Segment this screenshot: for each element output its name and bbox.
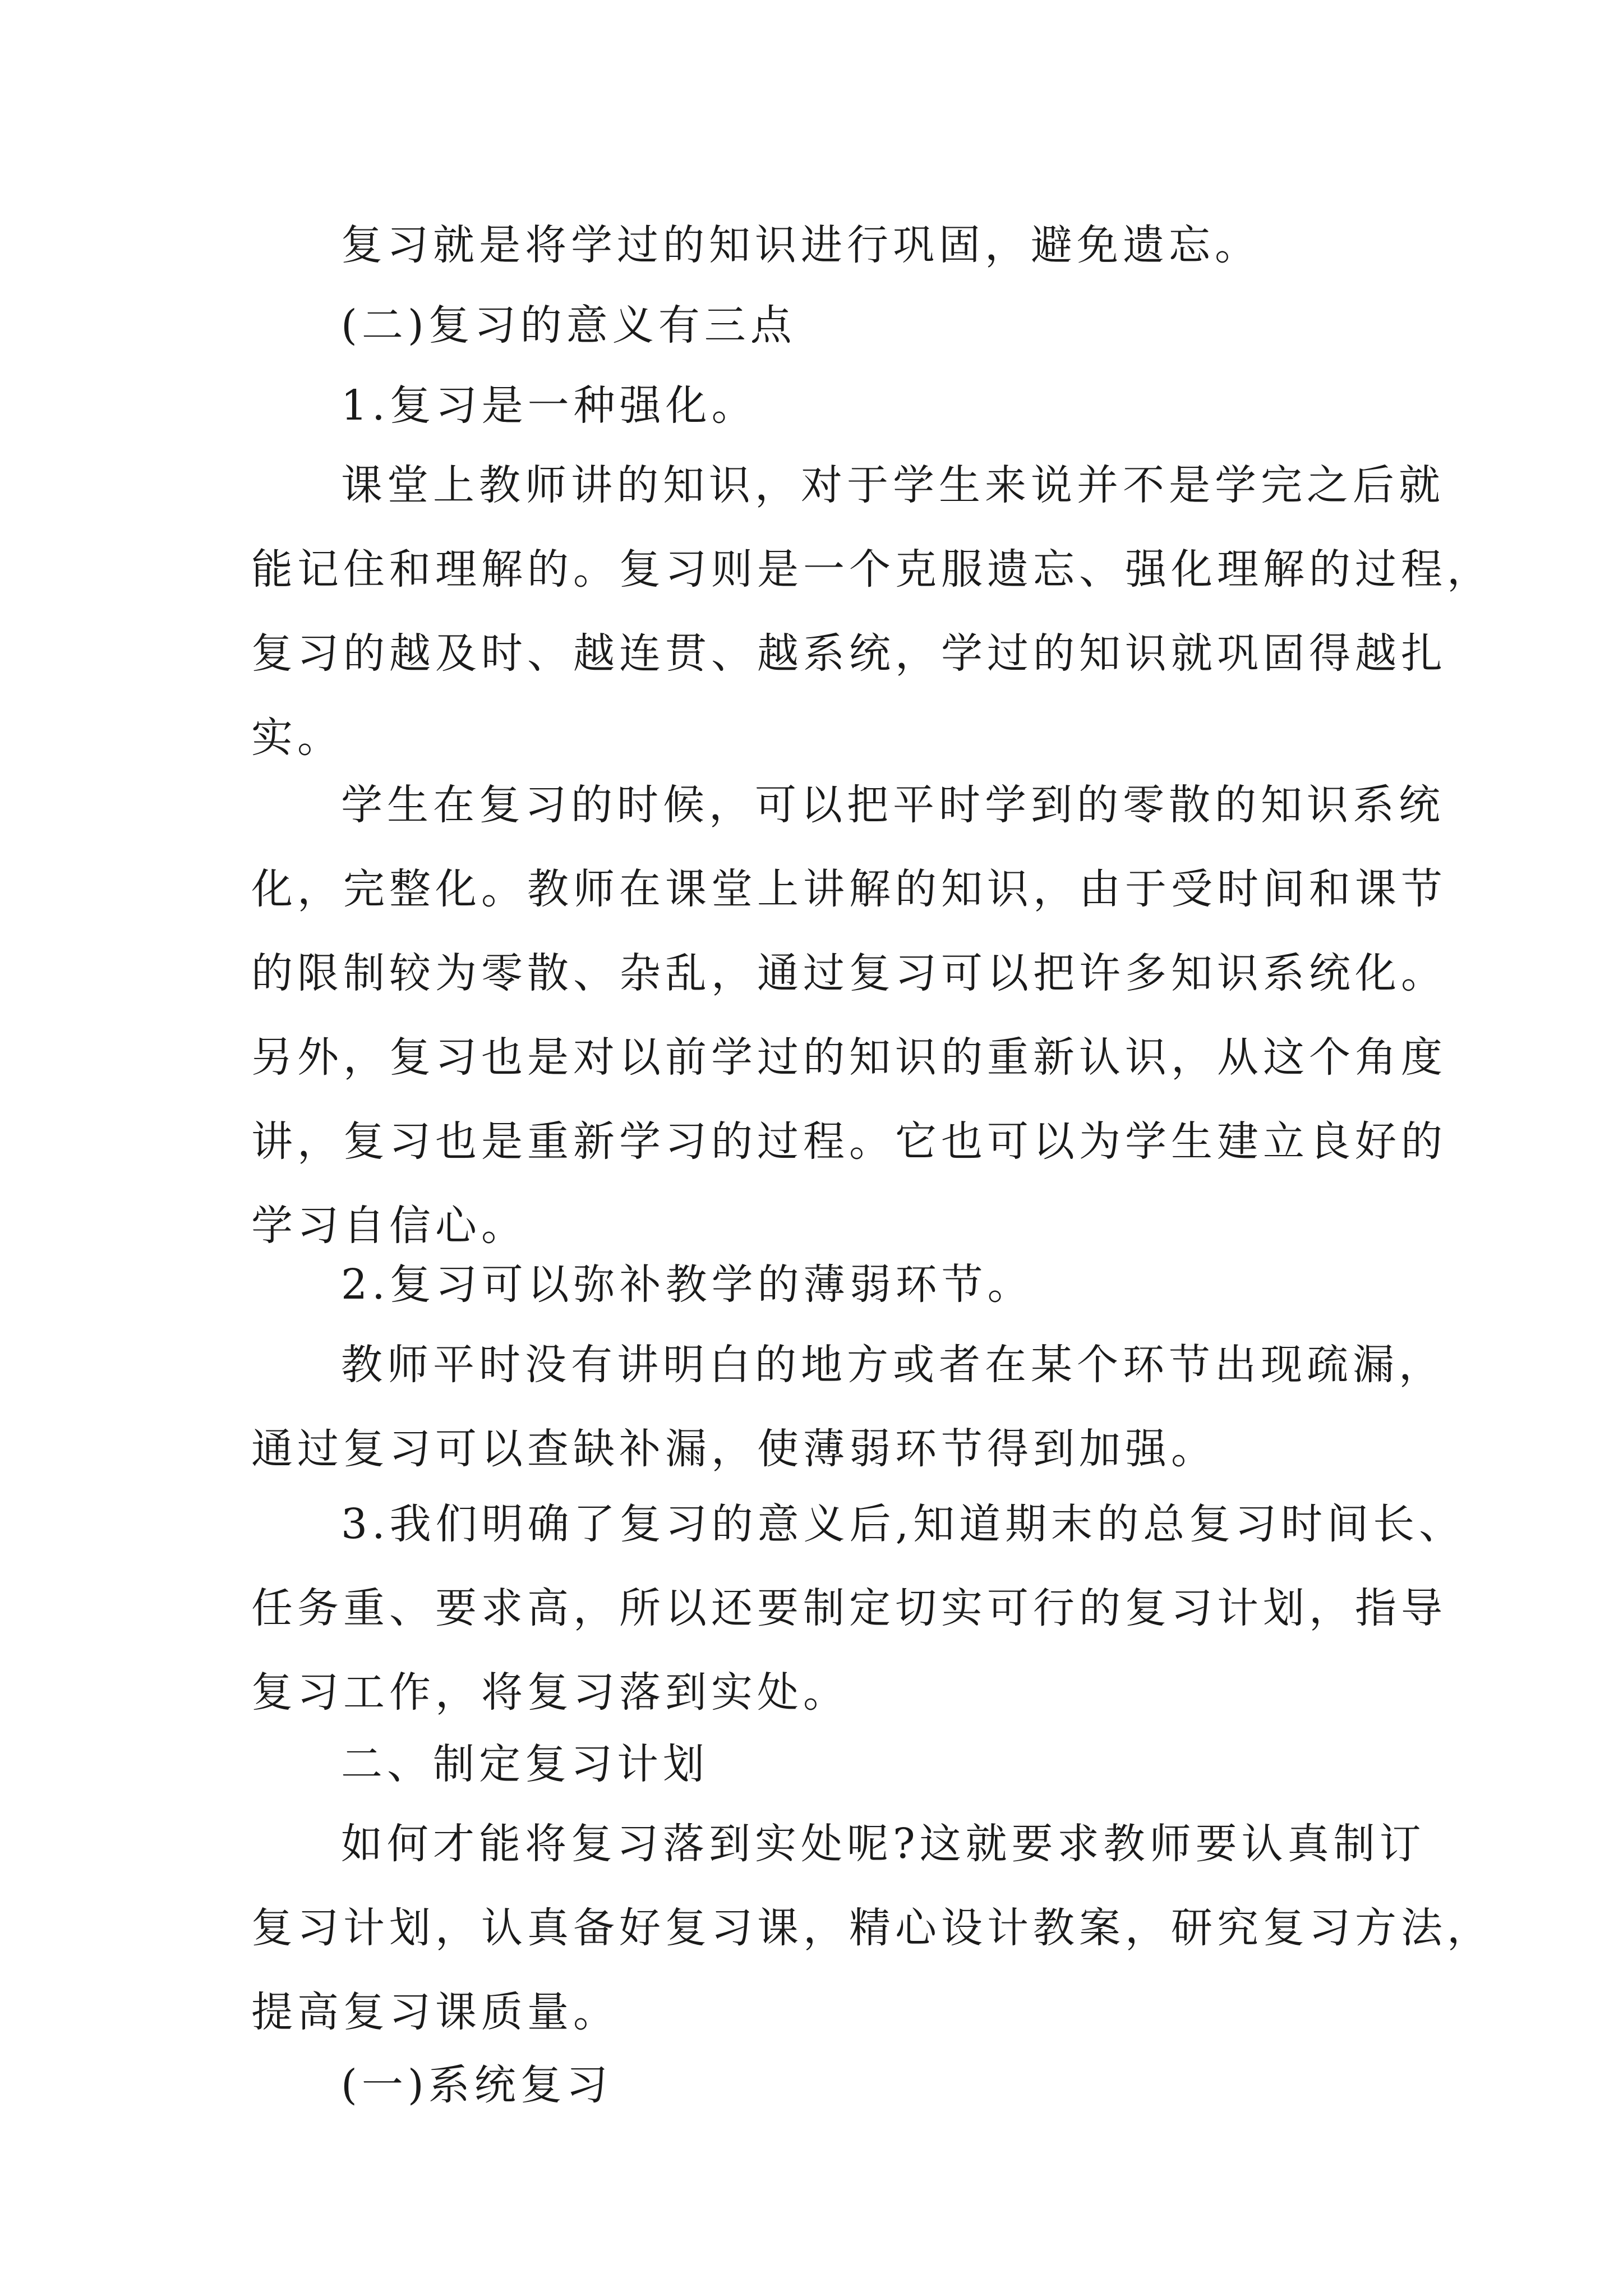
text-line: 2.复习可以弥补教学的薄弱环节。 bbox=[341, 1260, 1034, 1309]
text-line: 通过复习可以查缺补漏，使薄弱环节得到加强。 bbox=[251, 1425, 1217, 1473]
text-line: 实。 bbox=[251, 714, 343, 762]
point-3-paragraph bbox=[251, 1482, 1465, 1734]
paragraph-weak-links bbox=[251, 1323, 1445, 1491]
text-line: 教师平时没有讲明白的地方或者在某个环节出现疏漏， bbox=[341, 1341, 1445, 1389]
text-line: 课堂上教师讲的知识，对于学生来说并不是学完之后就 bbox=[341, 461, 1445, 509]
text-line: 另外，复习也是对以前学过的知识的重新认识，从这个角度 bbox=[251, 1033, 1447, 1082]
text-line: 学生在复习的时候，可以把平时学到的零散的知识系统 bbox=[341, 781, 1445, 829]
text-line: 讲，复习也是重新学习的过程。它也可以为学生建立良好的 bbox=[251, 1117, 1447, 1166]
text-line: 能记住和理解的。复习则是一个克服遗忘、强化理解的过程， bbox=[251, 545, 1493, 593]
heading-review-plan bbox=[251, 1722, 1395, 1806]
text-line: 复习就是将学过的知识进行巩固，避免遗忘。 bbox=[341, 221, 1261, 269]
point-1-heading bbox=[251, 364, 1395, 448]
heading-systematic-review bbox=[251, 2043, 1395, 2127]
text-line: 提高复习课质量。 bbox=[251, 1988, 619, 2036]
text-line: 二、制定复习计划 bbox=[341, 1740, 709, 1788]
text-line: 复习计划，认真备好复习课，精心设计教案，研究复习方法， bbox=[251, 1904, 1493, 1952]
point-2-heading bbox=[251, 1243, 1395, 1327]
text-line: 复习的越及时、越连贯、越系统，学过的知识就巩固得越扎 bbox=[251, 629, 1447, 678]
text-line: 复习工作，将复习落到实处。 bbox=[251, 1668, 849, 1717]
paragraph-classroom-knowledge bbox=[251, 443, 1493, 780]
text-line: 化，完整化。教师在课堂上讲解的知识，由于受时间和课节 bbox=[251, 865, 1447, 913]
text-line: 任务重、要求高，所以还要制定切实可行的复习计划，指导 bbox=[251, 1584, 1447, 1632]
text-line: 如何才能将复习落到实处呢?这就要求教师要认真制订 bbox=[341, 1820, 1426, 1868]
text-line: 学习自信心。 bbox=[251, 1202, 527, 1250]
text-line: (二)复习的意义有三点 bbox=[341, 301, 796, 349]
text-line: 3.我们明确了复习的意义后,知道期末的总复习时间长、 bbox=[341, 1500, 1465, 1548]
text-line: 的限制较为零散、杂乱，通过复习可以把许多知识系统化。 bbox=[251, 949, 1447, 997]
paragraph-implementation bbox=[251, 1802, 1493, 2054]
paragraph-systematization bbox=[251, 763, 1447, 1268]
text-line: (一)系统复习 bbox=[341, 2061, 612, 2109]
text-line: 1.复习是一种强化。 bbox=[341, 381, 758, 430]
heading-review-significance bbox=[251, 283, 1395, 367]
paragraph-review-definition bbox=[251, 203, 1395, 287]
